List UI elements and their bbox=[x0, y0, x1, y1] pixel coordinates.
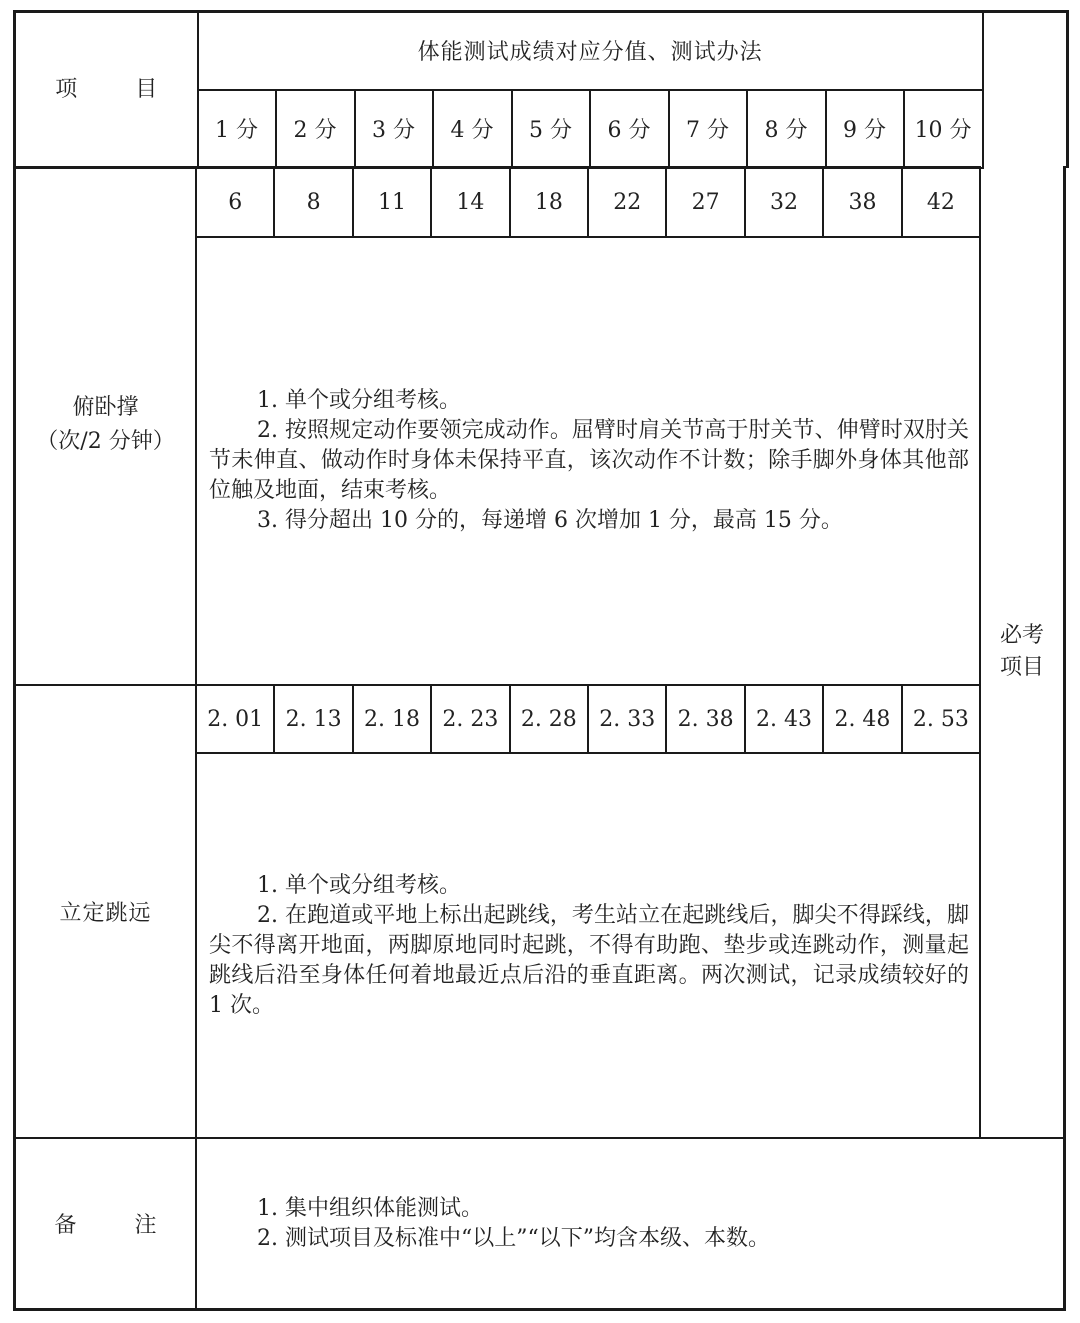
blank-right-top bbox=[983, 12, 1068, 168]
item-header-cell bbox=[15, 12, 198, 168]
jump-value-cell: 2. 13 bbox=[275, 686, 353, 752]
pushup-value-cell: 8 bbox=[275, 168, 353, 236]
notes-rules bbox=[209, 1139, 1049, 1308]
jump-value-cell: 2. 28 bbox=[511, 686, 589, 752]
pushup-name: 俯卧撑 bbox=[72, 395, 139, 420]
score-cell: 3 分 bbox=[355, 90, 433, 168]
score-cell: 9 分 bbox=[826, 90, 904, 168]
pushup-value-cell: 32 bbox=[746, 168, 824, 236]
notes-rule: 1. 集中组织体能测试。 bbox=[257, 1195, 483, 1221]
score-cell: 1 分 bbox=[198, 90, 276, 168]
pushup-value-cell: 42 bbox=[926, 189, 955, 215]
pushup-value-cell: 22 bbox=[589, 168, 667, 236]
fitness-test-table bbox=[13, 10, 1069, 169]
score-cell: 7 分 bbox=[669, 90, 747, 168]
score-cell: 8 分 bbox=[747, 90, 826, 168]
score-cell: 5 分 bbox=[512, 90, 590, 168]
item-header-label: 项 目 bbox=[55, 76, 158, 102]
required-line1: 必考 bbox=[999, 622, 1044, 648]
jump-value-cell: 2. 38 bbox=[667, 686, 745, 752]
jump-rules bbox=[209, 754, 969, 1137]
pushup-value-cell: 14 bbox=[432, 168, 510, 236]
jump-values-row bbox=[197, 686, 979, 752]
pushup-values-row bbox=[197, 168, 979, 236]
notes-label: 备 注 bbox=[54, 1213, 157, 1238]
required-label bbox=[981, 166, 1063, 1137]
score-cell: 2 分 bbox=[276, 90, 355, 168]
required-line2: 项目 bbox=[999, 654, 1044, 680]
score-cell: 10 分 bbox=[904, 90, 983, 168]
header-row-title bbox=[15, 12, 1068, 90]
jump-label: 立定跳远 bbox=[59, 901, 152, 926]
pushup-label bbox=[16, 166, 195, 684]
score-cell: 6 分 bbox=[590, 90, 669, 168]
pushup-value-cell: 27 bbox=[667, 168, 745, 236]
pushup-rule: 3. 得分超出 10 分的，每递增 6 次增加 1 分，最高 15 分。 bbox=[257, 508, 843, 533]
pushup-value-cell: 38 bbox=[824, 168, 902, 236]
jump-rule: 1. 单个或分组考核。 bbox=[257, 872, 461, 898]
notes-rule: 2. 测试项目及标准中“以上”“以下”均含本级、本数。 bbox=[257, 1225, 770, 1251]
score-cell: 4 分 bbox=[433, 90, 512, 168]
jump-value-cell: 2. 01 bbox=[197, 686, 275, 752]
pushup-value-cell: 18 bbox=[511, 168, 589, 236]
fitness-test-table-wrapper bbox=[13, 10, 1069, 169]
pushup-rule: 2. 按照规定动作要领完成动作。屈臂时肩关节高于肘关节、伸臂时双肘关节未伸直、做动作时身体未保持平直，该次动作不计数；除手脚外身体其他部位触及地面，结束考核。 bbox=[209, 418, 969, 503]
pushup-unit: （次/2 分钟） bbox=[36, 429, 175, 454]
jump-value-cell: 2. 48 bbox=[824, 686, 902, 752]
pushup-rule: 1. 单个或分组考核。 bbox=[257, 388, 461, 413]
pushup-value-cell: 6 bbox=[197, 168, 275, 236]
table-title: 体能测试成绩对应分值、测试办法 bbox=[198, 12, 983, 90]
pushup-rules bbox=[209, 238, 969, 684]
jump-value-cell: 2. 18 bbox=[354, 686, 432, 752]
jump-rule: 2. 在跑道或平地上标出起跳线，考生站立在起跳线后，脚尖不得踩线，脚尖不得离开地面，两脚原地同时起跳，不得有助跑、垫步或连跳动作，测量起跳线后沿至身体任何着地最近点后沿的垂直距离。两次测试，记录成绩较好的 1 次。 bbox=[209, 902, 969, 1018]
jump-value-cell: 2. 33 bbox=[589, 686, 667, 752]
jump-value-cell: 2. 43 bbox=[746, 686, 824, 752]
jump-value-cell: 2. 53 bbox=[912, 706, 969, 732]
table-body bbox=[13, 166, 1066, 1311]
jump-value-cell: 2. 23 bbox=[432, 686, 510, 752]
pushup-value-cell: 11 bbox=[354, 168, 432, 236]
